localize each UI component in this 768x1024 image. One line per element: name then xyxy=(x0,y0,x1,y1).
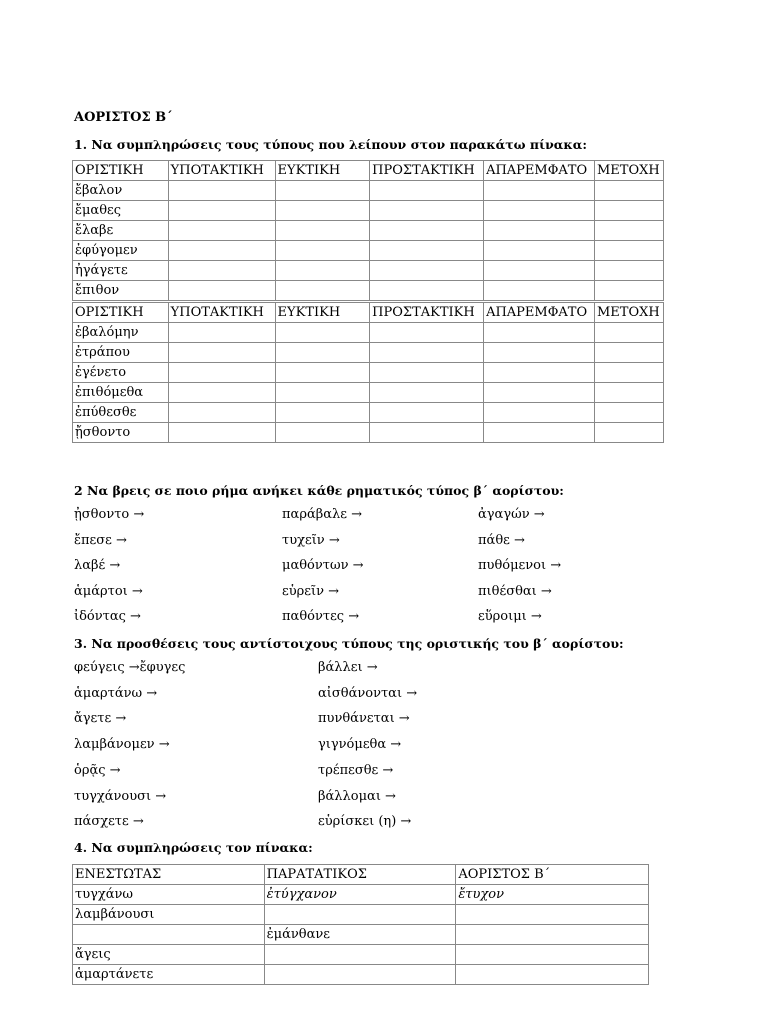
table-row xyxy=(73,343,664,363)
column-header: ΥΠΟΤΑΚΤΙΚΗ xyxy=(168,161,275,181)
blank-answer-cell xyxy=(484,323,595,343)
column-header: ΟΡΙΣΤΙΚΗ xyxy=(73,161,169,181)
verb-form-cell: λαμβάνουσι xyxy=(73,905,265,925)
blank-answer-cell xyxy=(594,261,663,281)
verb-form-cell: ἔβαλον xyxy=(73,181,169,201)
exercise-item: πιθέσθαι → xyxy=(478,583,552,599)
blank-answer-cell xyxy=(264,945,456,965)
table-header-row xyxy=(73,865,649,885)
blank-answer-cell xyxy=(456,965,649,985)
column-header: ΑΟΡΙΣΤΟΣ Β΄ xyxy=(456,865,649,885)
tenses-table xyxy=(72,864,649,985)
blank-answer-cell xyxy=(168,281,275,302)
blank-answer-cell xyxy=(275,423,370,443)
exercise-item: φεύγεις →ἔφυγες xyxy=(74,660,186,675)
blank-answer-cell xyxy=(594,423,663,443)
blank-answer-cell xyxy=(594,221,663,241)
exercise-item: μαθόντων → xyxy=(282,558,364,573)
blank-answer-cell xyxy=(370,261,484,281)
column-header: ΠΡΟΣΤΑΚΤΙΚΗ xyxy=(370,302,484,323)
exercise-item: τυχεῖν → xyxy=(282,532,340,548)
blank-answer-cell xyxy=(264,905,456,925)
exercise-item: παράβαλε → xyxy=(282,507,363,522)
table-row xyxy=(73,423,664,443)
exercise-item: εὑρίσκει (η) → xyxy=(318,814,412,830)
blank-answer-cell xyxy=(456,905,649,925)
exercise-item: εὑρεῖν → xyxy=(282,583,340,599)
verb-form-cell: ᾔσθοντο xyxy=(73,423,169,443)
section4-heading: 4. Να συμπληρώσεις τον πίνακα: xyxy=(74,840,313,855)
table-row xyxy=(73,363,664,383)
column-header: ΑΠΑΡΕΜΦΑΤΟ xyxy=(484,161,595,181)
blank-answer-cell xyxy=(484,221,595,241)
exercise-item: τρέπεσθε → xyxy=(318,762,394,778)
blank-answer-cell xyxy=(275,343,370,363)
blank-answer-cell xyxy=(484,423,595,443)
column-header: ΠΑΡΑΤΑΤΙΚΟΣ xyxy=(264,865,456,885)
table-row xyxy=(73,281,664,302)
blank-answer-cell xyxy=(484,201,595,221)
verb-form-cell: ἐτύγχανον xyxy=(264,885,456,905)
blank-answer-cell xyxy=(168,363,275,383)
column-header: ΜΕΤΟΧΗ xyxy=(594,161,663,181)
blank-answer-cell xyxy=(594,323,663,343)
blank-answer-cell xyxy=(484,241,595,261)
blank-answer-cell xyxy=(370,281,484,302)
blank-answer-cell xyxy=(275,221,370,241)
exercise-item: παθόντες → xyxy=(282,609,360,624)
table-row xyxy=(73,261,664,281)
table-row xyxy=(73,965,649,985)
blank-answer-cell xyxy=(275,363,370,383)
blank-answer-cell xyxy=(168,403,275,423)
verb-form-cell: ἔπιθον xyxy=(73,281,169,302)
blank-answer-cell xyxy=(484,363,595,383)
blank-answer-cell xyxy=(275,181,370,201)
table-row xyxy=(73,221,664,241)
blank-answer-cell xyxy=(594,281,663,302)
exercise-item: πυθόμενοι → xyxy=(478,558,562,573)
blank-answer-cell xyxy=(484,343,595,363)
blank-answer-cell xyxy=(594,241,663,261)
column-header: ΟΡΙΣΤΙΚΗ xyxy=(73,302,169,323)
blank-answer-cell xyxy=(168,241,275,261)
column-header: ΕΝΕΣΤΩΤΑΣ xyxy=(73,865,265,885)
exercise-item: βάλλομαι → xyxy=(318,788,396,804)
blank-answer-cell xyxy=(370,201,484,221)
verb-form-cell: ἐγένετο xyxy=(73,363,169,383)
column-header: ΠΡΟΣΤΑΚΤΙΚΗ xyxy=(370,161,484,181)
section2-heading: 2 Να βρεις σε ποιο ρήμα ανήκει κάθε ρηματικός τύπος β΄ αορίστου: xyxy=(74,483,564,498)
blank-answer-cell xyxy=(370,221,484,241)
exercise-item: ἔπεσε → xyxy=(74,532,127,548)
blank-answer-cell xyxy=(594,343,663,363)
exercise-item: πάσχετε → xyxy=(74,814,144,830)
blank-answer-cell xyxy=(370,323,484,343)
table-row xyxy=(73,403,664,423)
table-row xyxy=(73,323,664,343)
blank-answer-cell xyxy=(168,261,275,281)
exercise-item: αἰσθάνονται → xyxy=(318,685,418,701)
blank-answer-cell xyxy=(370,363,484,383)
table-row xyxy=(73,201,664,221)
blank-answer-cell xyxy=(594,383,663,403)
verb-form-cell: ἄγεις xyxy=(73,945,265,965)
blank-answer-cell xyxy=(264,965,456,985)
blank-answer-cell xyxy=(275,383,370,403)
table-row xyxy=(73,925,649,945)
blank-answer-cell xyxy=(370,423,484,443)
exercise-item: ᾐσθοντο → xyxy=(74,507,145,522)
exercise-item: πάθε → xyxy=(478,532,525,548)
page-title: ΑΟΡΙΣΤΟΣ Β΄ xyxy=(74,110,173,125)
table-header-row xyxy=(73,302,664,323)
table-header-row xyxy=(73,161,664,181)
verb-form-cell: ἔλαβε xyxy=(73,221,169,241)
blank-answer-cell xyxy=(275,261,370,281)
exercise-item: ἁμαρτάνω → xyxy=(74,685,158,701)
exercise-item: λαμβάνομεν → xyxy=(74,737,170,753)
blank-answer-cell xyxy=(370,383,484,403)
blank-answer-cell xyxy=(168,181,275,201)
column-header: ΜΕΤΟΧΗ xyxy=(594,302,663,323)
section3-heading: 3. Να προσθέσεις τους αντίστοιχους τύπους της οριστικής του β΄ αορίστου: xyxy=(74,636,624,651)
verb-form-cell: ἔτυχον xyxy=(456,885,649,905)
blank-answer-cell xyxy=(594,403,663,423)
forms-table xyxy=(72,160,664,443)
blank-answer-cell xyxy=(370,403,484,423)
table-row xyxy=(73,905,649,925)
verb-form-cell: ἁμαρτάνετε xyxy=(73,965,265,985)
blank-answer-cell xyxy=(456,925,649,945)
exercise-item: ἰδόντας → xyxy=(74,609,141,624)
blank-answer-cell xyxy=(484,403,595,423)
verb-form-cell: τυγχάνω xyxy=(73,885,265,905)
blank-answer-cell xyxy=(594,201,663,221)
exercise-item: βάλλει → xyxy=(318,660,378,675)
verb-form-cell: ἠγάγετε xyxy=(73,261,169,281)
blank-answer-cell xyxy=(168,323,275,343)
exercise-item: πυνθάνεται → xyxy=(318,711,410,727)
blank-answer-cell xyxy=(275,281,370,302)
verb-form-cell: ἐτράπου xyxy=(73,343,169,363)
blank-answer-cell xyxy=(370,241,484,261)
table-row xyxy=(73,241,664,261)
column-header: ΑΠΑΡΕΜΦΑΤΟ xyxy=(484,302,595,323)
table-row xyxy=(73,383,664,403)
verb-form-cell: ἐπιθόμεθα xyxy=(73,383,169,403)
blank-answer-cell xyxy=(370,181,484,201)
verb-form-cell: ἐβαλόμην xyxy=(73,323,169,343)
blank-answer-cell xyxy=(275,323,370,343)
section1-heading: 1. Να συμπληρώσεις τους τύπους που λείπουν στον παρακάτω πίνακα: xyxy=(74,137,588,152)
blank-answer-cell xyxy=(594,363,663,383)
column-header: ΕΥΚΤΙΚΗ xyxy=(275,161,370,181)
exercise-item: γιγνόμεθα → xyxy=(318,737,402,753)
exercise-item: ἁμάρτοι → xyxy=(74,583,143,599)
column-header: ΥΠΟΤΑΚΤΙΚΗ xyxy=(168,302,275,323)
exercise-item: ἄγετε → xyxy=(74,711,127,727)
blank-answer-cell xyxy=(168,383,275,403)
blank-answer-cell xyxy=(484,281,595,302)
blank-answer-cell xyxy=(484,181,595,201)
blank-answer-cell xyxy=(594,181,663,201)
exercise-item: ἀγαγών → xyxy=(478,507,545,522)
blank-answer-cell xyxy=(484,383,595,403)
verb-form-cell: ἔμαθες xyxy=(73,201,169,221)
blank-answer-cell xyxy=(275,403,370,423)
verb-form-cell: ἐπύθεσθε xyxy=(73,403,169,423)
blank-answer-cell xyxy=(168,221,275,241)
blank-answer-cell xyxy=(275,241,370,261)
exercise-item: εὕροιμι → xyxy=(478,609,542,624)
verb-form-cell: ἐφύγομεν xyxy=(73,241,169,261)
blank-answer-cell xyxy=(456,945,649,965)
blank-answer-cell xyxy=(484,261,595,281)
table-row xyxy=(73,181,664,201)
column-header: ΕΥΚΤΙΚΗ xyxy=(275,302,370,323)
blank-answer-cell xyxy=(370,343,484,363)
table-row xyxy=(73,885,649,905)
blank-answer-cell xyxy=(275,201,370,221)
blank-answer-cell xyxy=(168,343,275,363)
exercise-item: τυγχάνουσι → xyxy=(74,788,167,804)
verb-form-cell: ἐμάνθανε xyxy=(264,925,456,945)
blank-answer-cell xyxy=(168,423,275,443)
blank-answer-cell xyxy=(168,201,275,221)
table-row xyxy=(73,945,649,965)
blank-answer-cell xyxy=(73,925,265,945)
exercise-item: ὁρᾷς → xyxy=(74,762,121,778)
exercise-item: λαβέ → xyxy=(74,558,121,573)
